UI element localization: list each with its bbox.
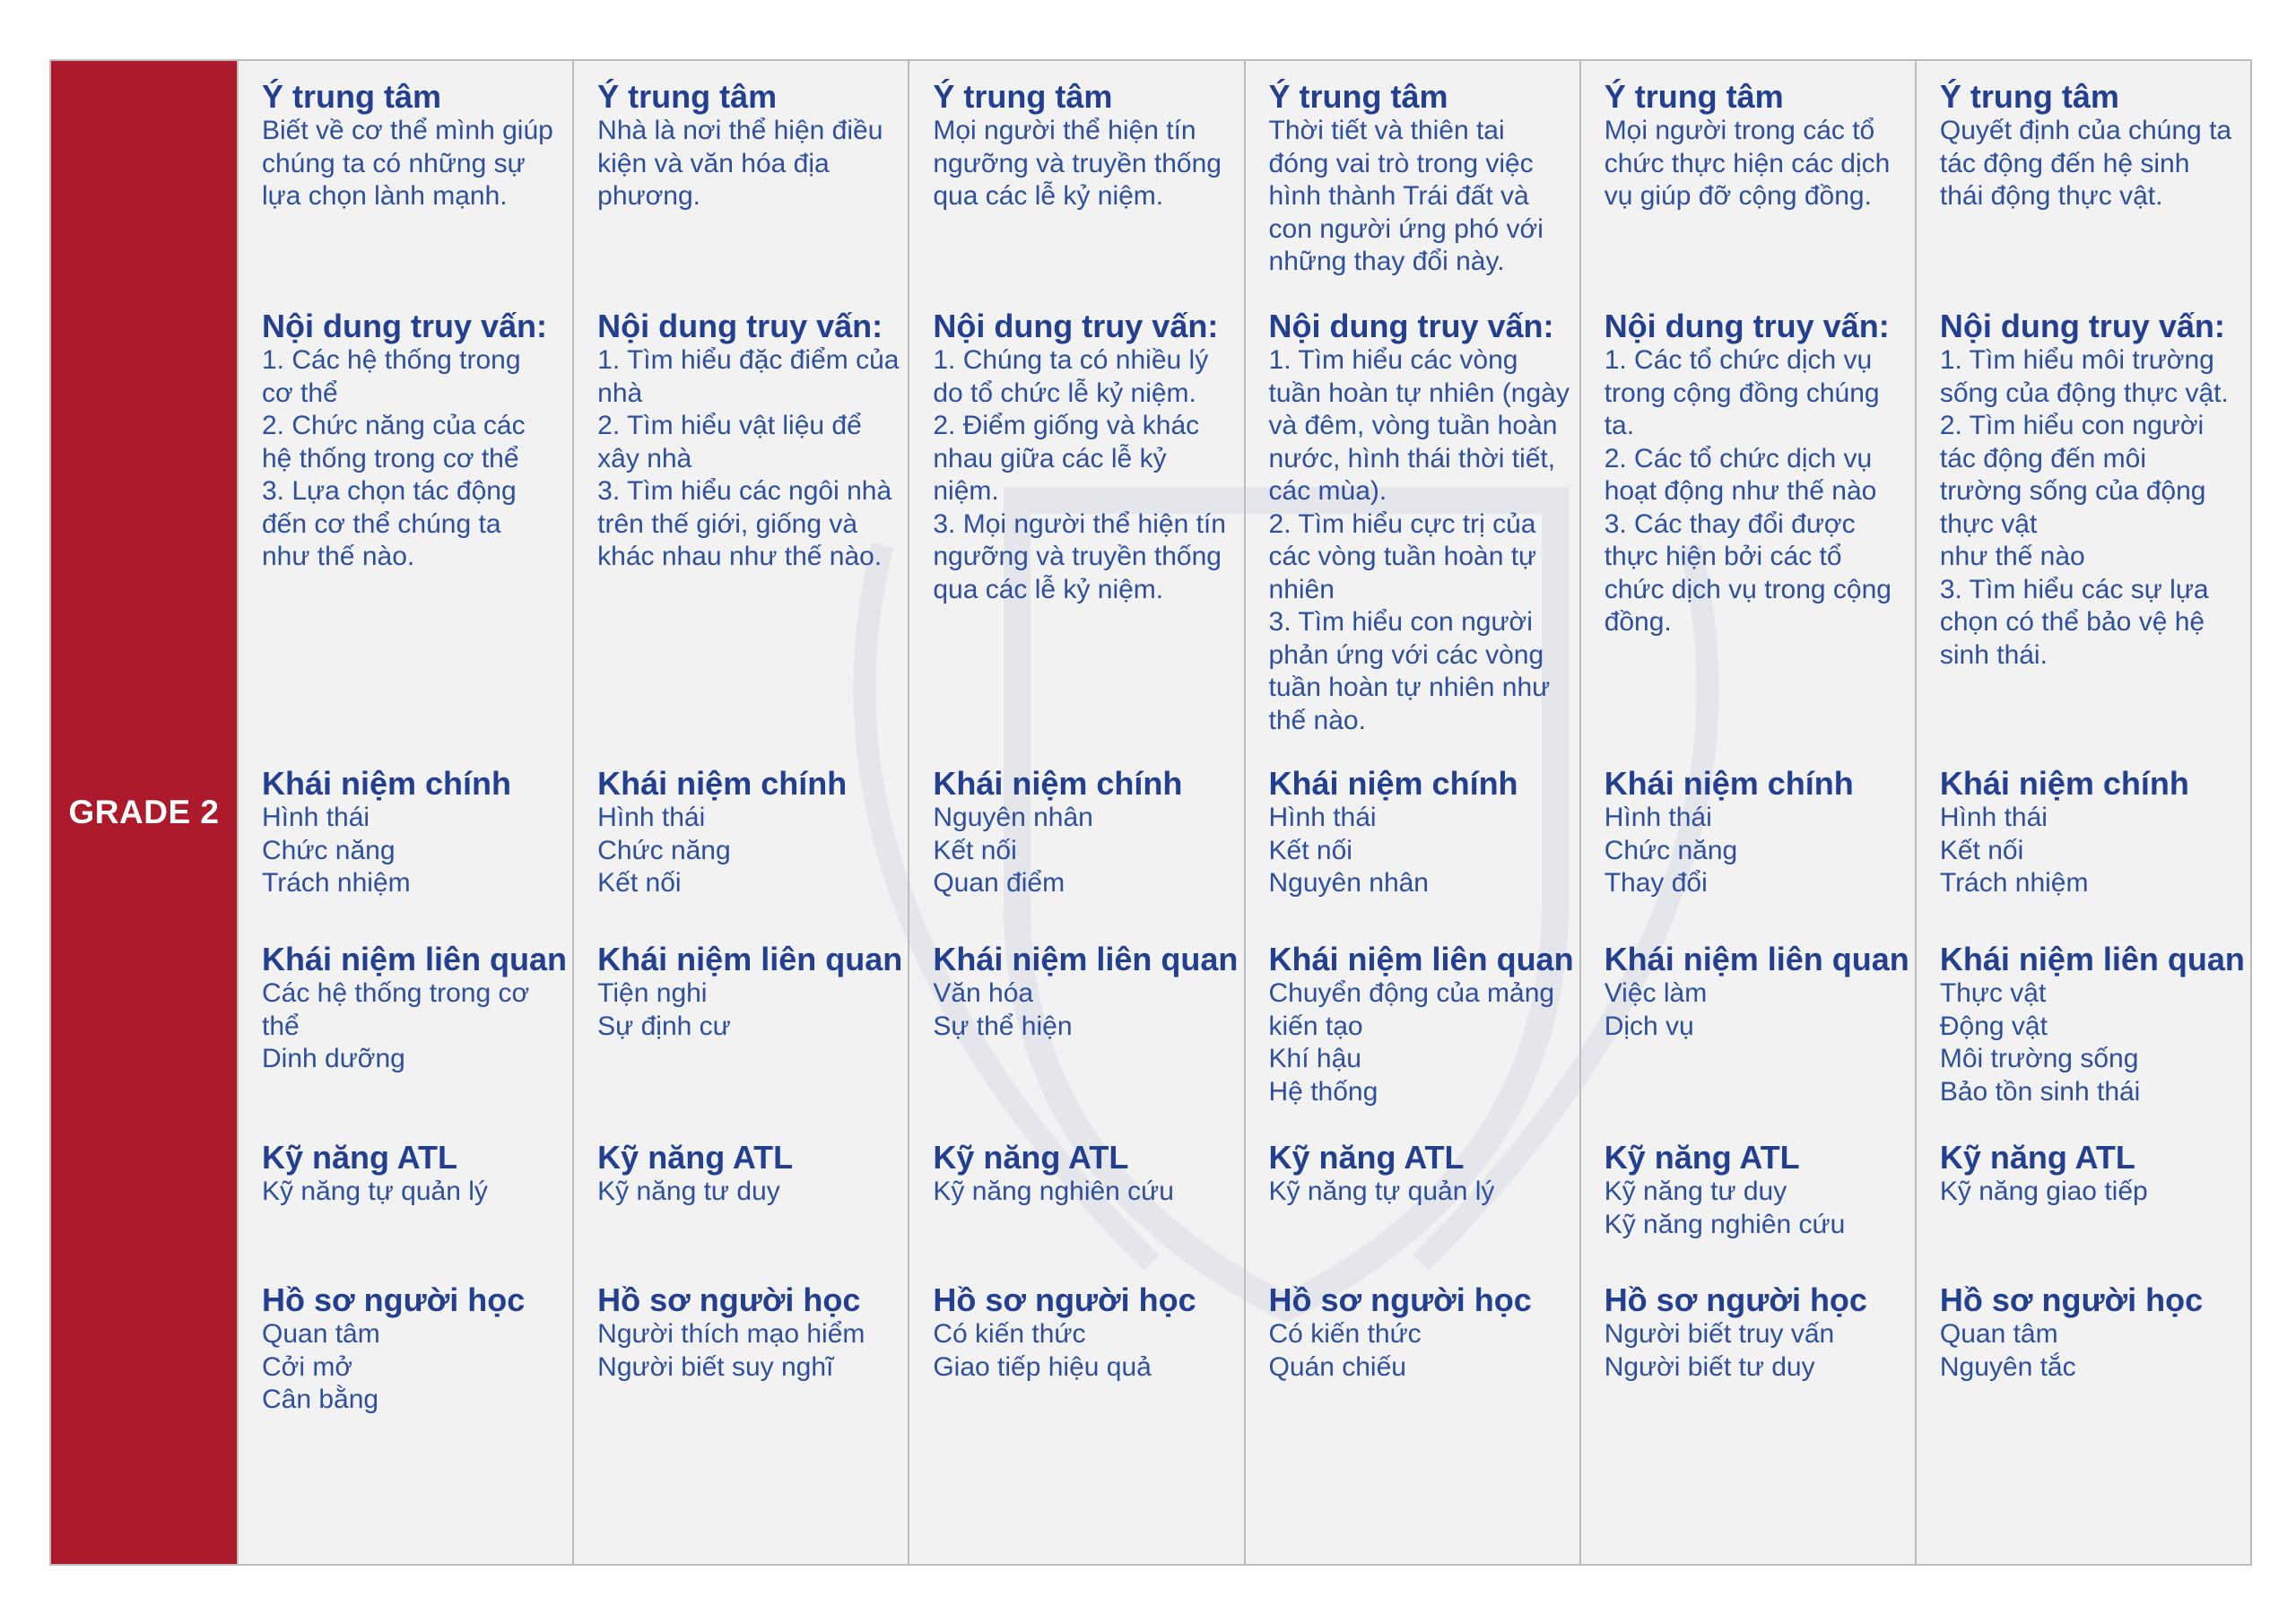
text-line: thái động thực vật. (1939, 181, 2163, 211)
text-line: Dinh dưỡng (262, 1044, 405, 1073)
text-line: Kết nối (597, 868, 682, 898)
text-line: đóng vai trò trong việc (1268, 148, 1534, 178)
text-line: tác động đến hệ sinh (1939, 148, 2190, 178)
central-idea-heading: Ý trung tâm (262, 78, 442, 115)
text-line: thực hiện bởi các tổ (1604, 542, 1842, 571)
grade-label: GRADE 2 (68, 794, 220, 830)
text-line: cơ thể (262, 378, 338, 408)
text-line: như thế nào. (262, 542, 415, 571)
text-line: Bảo tồn sinh thái (1939, 1076, 2141, 1107)
text-line: Chuyển động của mảng (1268, 978, 1555, 1008)
related-concepts-section (262, 942, 569, 1076)
text-line: 1. Chúng ta có nhiều lý (933, 345, 1209, 375)
text-line: 3. Tìm hiểu các ngôi nhà (597, 476, 892, 506)
text-line: hệ thống trong cơ thể (262, 443, 519, 473)
text-line: 1. Tìm hiểu môi trường (1939, 345, 2214, 375)
text-line: Trách nhiệm (262, 868, 411, 898)
text-line: Chức năng (1604, 835, 1738, 865)
text-line: 3. Lựa chọn tác động (262, 476, 517, 506)
text-line: đến cơ thể chúng ta (262, 508, 501, 539)
text-line: Hình thái (597, 803, 706, 832)
central-idea-section (933, 79, 1239, 213)
learner-profile-section (1605, 1282, 1911, 1384)
text-line: ngưỡng và truyền thống (933, 542, 1222, 571)
text-line: 1. Tìm hiểu đặc điểm của (597, 345, 900, 375)
text-line: Kết nối (1268, 835, 1352, 865)
lines-of-inquiry-text (1269, 344, 1576, 737)
key-concepts-heading: Khái niệm chính (1604, 765, 1854, 802)
key-concepts-section (597, 766, 904, 900)
text-line: như thế nào (1939, 542, 2085, 571)
text-line: vụ giúp đỡ cộng đồng. (1604, 181, 1872, 211)
text-line: Khí hậu (1268, 1044, 1361, 1073)
central-idea-section (1269, 79, 1576, 279)
atl-skills-text (933, 1176, 1239, 1209)
text-line: phản ứng với các vòng (1268, 639, 1544, 670)
text-line: nhau giữa các lễ kỷ (933, 443, 1167, 473)
text-line: 2. Điểm giống và khác (933, 411, 1200, 440)
lines-of-inquiry-section (1605, 308, 1911, 639)
text-line: Sự thể hiện (933, 1011, 1073, 1041)
text-line: Hình thái (1939, 803, 2048, 832)
central-idea-heading: Ý trung tâm (1604, 78, 1784, 115)
related-concepts-text (262, 977, 569, 1076)
central-idea-section (597, 79, 904, 213)
text-line: Thời tiết và thiên tai (1268, 116, 1505, 145)
central-idea-section (1605, 79, 1911, 213)
text-line: Quan tâm (262, 1319, 380, 1349)
key-concepts-text (1269, 802, 1576, 900)
text-line: 2. Tìm hiểu vật liệu để (597, 411, 862, 440)
text-line: Chức năng (597, 835, 731, 865)
key-concepts-section (1269, 766, 1576, 900)
atl-skills-section (933, 1140, 1239, 1209)
text-line: Kỹ năng tư duy (1604, 1177, 1787, 1206)
text-line: Mọi người thể hiện tín (933, 116, 1196, 145)
related-concepts-section (1940, 942, 2247, 1108)
text-line: Trách nhiệm (1939, 868, 2089, 898)
learner-profile-heading: Hồ sơ người học (1939, 1281, 2204, 1318)
lines-of-inquiry-section (933, 308, 1239, 606)
text-line: 3. Tìm hiểu con người (1268, 607, 1533, 637)
related-concepts-section (933, 942, 1239, 1043)
text-line: sinh thái. (1939, 639, 2048, 670)
related-concepts-text (933, 977, 1239, 1043)
topic-column (908, 61, 1243, 1564)
curriculum-grid (49, 59, 2252, 1566)
lines-of-inquiry-section (1940, 308, 2247, 672)
text-line: Thay đổi (1604, 868, 1708, 898)
text-line: nhà (597, 378, 643, 408)
learner-profile-text (1940, 1318, 2247, 1384)
text-line: Người biết tư duy (1604, 1351, 1815, 1382)
text-line: tuần hoàn tự nhiên (ngày (1268, 378, 1570, 408)
text-line: Cân bằng (262, 1385, 379, 1414)
text-line: Thực vật (1939, 978, 2047, 1008)
text-line: chức thực hiện các dịch (1604, 148, 1891, 178)
central-idea-text (1269, 115, 1576, 279)
related-concepts-section (1605, 942, 1911, 1043)
lines-of-inquiry-text (597, 344, 904, 574)
text-line: kiện và văn hóa địa (597, 148, 830, 178)
text-line: Biết về cơ thể mình giúp (262, 116, 553, 145)
text-line: Môi trường sống (1939, 1044, 2139, 1073)
lines-of-inquiry-section (1269, 308, 1576, 737)
lines-of-inquiry-section (597, 308, 904, 574)
related-concepts-text (597, 977, 904, 1043)
lines-of-inquiry-text (262, 344, 569, 574)
text-line: Kỹ năng tự quản lý (1268, 1177, 1495, 1206)
text-line: niệm. (933, 476, 999, 506)
text-line: Quan tâm (1939, 1319, 2058, 1349)
text-line: 1. Tìm hiểu các vòng (1268, 345, 1518, 375)
text-line: trên thế giới, giống và (597, 508, 858, 539)
text-line: nước, hình thái thời tiết, (1268, 443, 1556, 473)
atl-skills-section (1605, 1140, 1911, 1241)
learner-profile-text (262, 1318, 569, 1417)
text-line: Quyết định của chúng ta (1939, 116, 2232, 145)
text-line: Hình thái (262, 803, 370, 832)
text-line: Động vật (1939, 1011, 2048, 1041)
topic-column (237, 61, 572, 1564)
text-line: qua các lễ kỷ niệm. (933, 574, 1164, 604)
atl-skills-text (1940, 1176, 2247, 1209)
learner-profile-heading: Hồ sơ người học (933, 1281, 1196, 1318)
text-line: 2. Các tổ chức dịch vụ (1604, 443, 1873, 473)
text-line: Có kiến thức (933, 1319, 1086, 1349)
atl-skills-section (1940, 1140, 2247, 1209)
text-line: 2. Chức năng của các (262, 411, 526, 440)
central-idea-heading: Ý trung tâm (933, 78, 1113, 115)
related-concepts-heading: Khái niệm liên quan (262, 941, 568, 977)
text-line: Nguyên nhân (933, 803, 1093, 832)
text-line: Dịch vụ (1604, 1011, 1694, 1041)
lines-of-inquiry-heading: Nội dung truy vấn: (1604, 308, 1890, 344)
atl-skills-section (262, 1140, 569, 1209)
key-concepts-section (1940, 766, 2247, 900)
atl-skills-text (262, 1176, 569, 1209)
lines-of-inquiry-heading: Nội dung truy vấn: (1939, 308, 2225, 344)
text-line: hình thành Trái đất và (1268, 181, 1529, 211)
text-line: nhiên (1268, 574, 1335, 604)
text-line: các mùa). (1268, 476, 1387, 506)
lines-of-inquiry-text (1605, 344, 1911, 639)
text-line: những thay đổi này. (1268, 247, 1505, 276)
related-concepts-text (1940, 977, 2247, 1108)
central-idea-text (1940, 115, 2247, 213)
key-concepts-heading: Khái niệm chính (597, 765, 848, 802)
topic-column (572, 61, 908, 1564)
atl-skills-heading: Kỹ năng ATL (1604, 1139, 1800, 1176)
text-line: Kỹ năng nghiên cứu (1604, 1209, 1846, 1239)
text-line: sống của động thực vật. (1939, 378, 2229, 408)
atl-skills-text (597, 1176, 904, 1209)
text-line: phương. (597, 181, 701, 211)
text-line: 3. Mọi người thể hiện tín (933, 508, 1226, 539)
text-line: Nguyên nhân (1268, 868, 1429, 898)
text-line: Kỹ năng giao tiếp (1939, 1177, 2148, 1206)
key-concepts-text (1605, 802, 1911, 900)
text-line: Kỹ năng tư duy (597, 1177, 780, 1206)
related-concepts-section (597, 942, 904, 1043)
text-line: thực vật (1939, 508, 2038, 539)
text-line: Nguyên tắc (1939, 1351, 2076, 1382)
text-line: chúng ta có những sự (262, 148, 526, 178)
key-concepts-heading: Khái niệm chính (1268, 765, 1518, 802)
text-line: trường sống của động (1939, 476, 2206, 506)
text-line: tuần hoàn tự nhiên như (1268, 673, 1551, 702)
key-concepts-text (597, 802, 904, 900)
learner-profile-heading: Hồ sơ người học (1604, 1281, 1867, 1318)
text-line: Hình thái (1604, 803, 1712, 832)
atl-skills-text (1269, 1176, 1576, 1209)
key-concepts-heading: Khái niệm chính (1939, 765, 2189, 802)
central-idea-heading: Ý trung tâm (597, 78, 778, 115)
learner-profile-heading: Hồ sơ người học (1268, 1281, 1532, 1318)
related-concepts-heading: Khái niệm liên quan (1268, 941, 1574, 977)
related-concepts-text (1269, 977, 1576, 1108)
text-line: chức dịch vụ trong cộng (1604, 574, 1892, 604)
text-line: Tiện nghi (597, 978, 708, 1008)
atl-skills-section (1269, 1140, 1576, 1209)
text-line: con người ứng phó với (1268, 213, 1544, 244)
text-line: ta. (1604, 411, 1635, 440)
text-line: 1. Các hệ thống trong (262, 345, 521, 375)
atl-skills-heading: Kỹ năng ATL (1939, 1139, 2135, 1176)
key-concepts-heading: Khái niệm chính (933, 765, 1183, 802)
text-line: khác nhau như thế nào. (597, 542, 883, 571)
learner-profile-section (933, 1282, 1239, 1384)
text-line: chọn có thể bảo vệ hệ (1939, 607, 2205, 637)
text-line: Người thích mạo hiểm (597, 1319, 865, 1349)
lines-of-inquiry-heading: Nội dung truy vấn: (1268, 308, 1554, 344)
text-line: Có kiến thức (1268, 1319, 1422, 1349)
learner-profile-heading: Hồ sơ người học (597, 1281, 861, 1318)
text-line: thể (262, 1011, 300, 1041)
related-concepts-heading: Khái niệm liên quan (1604, 941, 1909, 977)
central-idea-heading: Ý trung tâm (1268, 78, 1448, 115)
text-line: lựa chọn lành mạnh. (262, 181, 508, 211)
atl-skills-text (1605, 1176, 1911, 1241)
topic-column (1915, 61, 2250, 1564)
key-concepts-section (1605, 766, 1911, 900)
related-concepts-heading: Khái niệm liên quan (597, 941, 903, 977)
key-concepts-text (933, 802, 1239, 900)
text-line: Kỹ năng nghiên cứu (933, 1177, 1174, 1206)
text-line: thế nào. (1268, 705, 1366, 735)
lines-of-inquiry-heading: Nội dung truy vấn: (262, 308, 547, 344)
lines-of-inquiry-heading: Nội dung truy vấn: (597, 308, 883, 344)
central-idea-text (262, 115, 569, 213)
text-line: Sự định cư (597, 1011, 731, 1041)
atl-skills-heading: Kỹ năng ATL (1268, 1139, 1465, 1176)
atl-skills-section (597, 1140, 904, 1209)
topic-column (1244, 61, 1579, 1564)
related-concepts-text (1605, 977, 1911, 1043)
atl-skills-heading: Kỹ năng ATL (597, 1139, 794, 1176)
key-concepts-section (262, 766, 569, 900)
lines-of-inquiry-section (262, 308, 569, 574)
text-line: 3. Tìm hiểu các sự lựa (1939, 574, 2209, 604)
text-line: Chức năng (262, 835, 396, 865)
central-idea-heading: Ý trung tâm (1939, 78, 2119, 115)
key-concepts-section (933, 766, 1239, 900)
text-line: đồng. (1604, 607, 1672, 637)
atl-skills-heading: Kỹ năng ATL (262, 1139, 457, 1176)
text-line: 1. Các tổ chức dịch vụ (1604, 345, 1873, 375)
text-line: Kết nối (1939, 835, 2024, 865)
text-line: trong cộng đồng chúng (1604, 378, 1880, 408)
learner-profile-heading: Hồ sơ người học (262, 1281, 526, 1318)
text-line: ngưỡng và truyền thống (933, 148, 1222, 178)
text-line: xây nhà (597, 443, 692, 473)
atl-skills-heading: Kỹ năng ATL (933, 1139, 1129, 1176)
text-line: và đêm, vòng tuần hoàn (1268, 411, 1558, 440)
text-line: qua các lễ kỷ niệm. (933, 181, 1164, 211)
text-line: Các hệ thống trong cơ (262, 978, 530, 1008)
central-idea-text (597, 115, 904, 213)
text-line: tác động đến môi (1939, 443, 2147, 473)
central-idea-section (1940, 79, 2247, 213)
learner-profile-text (1605, 1318, 1911, 1384)
text-line: Mọi người trong các tổ (1604, 116, 1875, 145)
central-idea-text (1605, 115, 1911, 213)
key-concepts-heading: Khái niệm chính (262, 765, 512, 802)
text-line: hoạt động như thế nào (1604, 476, 1877, 506)
text-line: Việc làm (1604, 978, 1708, 1008)
text-line: Hệ thống (1268, 1076, 1378, 1107)
learner-profile-text (933, 1318, 1239, 1384)
learner-profile-section (1940, 1282, 2247, 1384)
related-concepts-section (1269, 942, 1576, 1108)
text-line: do tổ chức lễ kỷ niệm. (933, 378, 1196, 408)
text-line: Kỹ năng tự quản lý (262, 1177, 488, 1206)
topics-area (237, 61, 2250, 1564)
text-line: Nhà là nơi thể hiện điều (597, 116, 883, 145)
central-idea-section (262, 79, 569, 213)
grade-band (51, 61, 237, 1564)
text-line: kiến tạo (1268, 1011, 1363, 1041)
related-concepts-heading: Khái niệm liên quan (933, 941, 1239, 977)
learner-profile-text (597, 1318, 904, 1384)
text-line: Người biết truy vấn (1604, 1319, 1835, 1349)
text-line: Kết nối (933, 835, 1017, 865)
learner-profile-text (1269, 1318, 1576, 1384)
text-line: 2. Tìm hiểu con người (1939, 411, 2205, 440)
text-line: Quan điểm (933, 868, 1065, 898)
key-concepts-text (262, 802, 569, 900)
topic-column (1579, 61, 1915, 1564)
key-concepts-text (1940, 802, 2247, 900)
text-line: Giao tiếp hiệu quả (933, 1351, 1152, 1382)
text-line: Hình thái (1268, 803, 1377, 832)
text-line: 2. Tìm hiểu cực trị của (1268, 508, 1536, 539)
central-idea-text (933, 115, 1239, 213)
text-line: Cởi mở (262, 1351, 353, 1382)
learner-profile-section (262, 1282, 569, 1417)
lines-of-inquiry-text (1940, 344, 2247, 672)
text-line: Văn hóa (933, 978, 1034, 1008)
lines-of-inquiry-text (933, 344, 1239, 606)
text-line: Người biết suy nghĩ (597, 1351, 834, 1382)
learner-profile-section (597, 1282, 904, 1384)
lines-of-inquiry-heading: Nội dung truy vấn: (933, 308, 1219, 344)
text-line: các vòng tuần hoàn tự (1268, 542, 1537, 571)
related-concepts-heading: Khái niệm liên quan (1939, 941, 2245, 977)
text-line: 3. Các thay đổi được (1604, 508, 1856, 539)
learner-profile-section (1269, 1282, 1576, 1384)
text-line: Quán chiếu (1268, 1351, 1406, 1382)
